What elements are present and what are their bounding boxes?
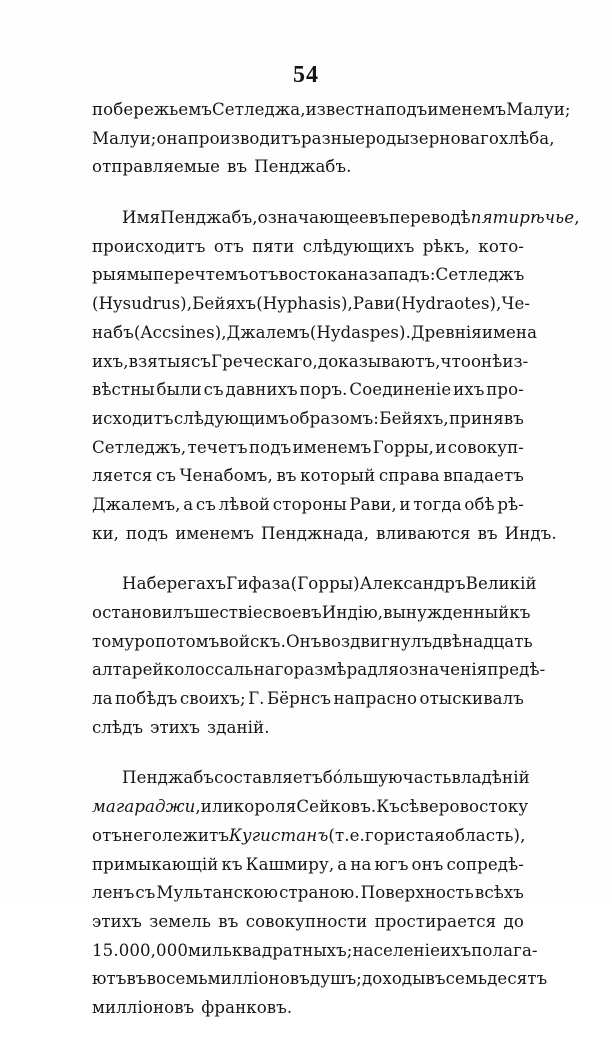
word: перечтемъ [152,265,249,285]
word: земель [149,911,212,931]
word: побережьемъ [92,100,212,119]
word: совокуп- [447,437,524,457]
word: Соединеніе [349,380,452,400]
word: означающее [257,208,369,228]
word: милліоновъ [92,997,195,1017]
word: отъ [92,825,123,845]
word: На [122,574,147,594]
word: вливаются [376,523,471,543]
word: Поверхность [360,883,474,903]
word: именемъ [175,523,255,543]
word: сопредѣ- [446,854,524,874]
word: рѣкъ, [422,236,471,256]
word: отъ [213,236,244,256]
text-line [92,290,531,319]
word: Мультанскою [156,883,279,903]
word: 15.000,000 [92,940,189,960]
word: ихъ, [92,351,129,371]
word: переводѣ [389,208,471,228]
text-line [92,348,529,377]
word: ропотомъ [134,631,220,651]
word: напрасно [333,689,418,709]
word: на [347,265,369,285]
word: этихъ [150,717,201,737]
word: Сейковъ. [296,797,377,817]
text-line [92,261,524,290]
word: Индъ. [504,523,557,543]
word: е. [349,825,365,845]
word: имена [481,322,538,342]
word: и [435,437,447,457]
word: область), [444,825,526,845]
word: (Hydaspes). [309,322,412,342]
word: Че- [501,294,531,314]
word: обѣ [464,494,495,514]
word: она [156,128,188,148]
word: Рави, [349,494,397,514]
word: означенія [398,660,488,680]
word: Александръ [359,574,466,594]
word: про- [486,380,524,400]
word: всѣхъ [474,883,524,903]
word: Бейяхъ [192,294,257,314]
word: отыскивалъ [419,689,524,709]
word: съ [155,466,177,486]
word: полага- [471,940,538,960]
word: Рави [352,294,395,314]
text-line [92,764,530,793]
word: франковъ. [201,997,293,1017]
word: Ченабомъ, [179,466,273,486]
word: лежитъ [162,825,230,845]
word: населеніе [352,940,440,960]
word: Бёрнсъ [266,689,332,709]
word: онъ [411,854,444,874]
word: колоссальнаго [163,660,294,680]
text-line [92,204,580,233]
word: а [183,494,194,514]
word: Гифаза [226,574,291,594]
word: двѣнадцать [432,631,533,651]
word: Пенджабъ [122,768,215,788]
word: побѣдъ [115,689,178,709]
text-line [92,125,555,154]
word: шествіе [193,603,263,622]
word: производитъ [187,128,301,148]
word: слѣдъ [92,717,144,737]
word: въ [126,969,147,989]
text-line [92,434,524,463]
word: (Hysudrus), [92,294,193,314]
word: происходитъ [92,236,206,256]
word: свое [262,603,302,622]
word: поръ. [299,380,348,400]
word: простирается [374,911,497,931]
word: бо́льшую [322,768,403,788]
word: подъ [385,100,428,119]
text-line [92,599,531,628]
text-line [92,994,524,1023]
word: Великій [465,574,537,594]
word: къ [509,603,531,622]
word: (Hyphasis), [256,294,353,314]
word: въ [477,523,498,543]
word: образомъ: [289,408,379,428]
word: сѣверовостоку [399,797,529,817]
word: остановилъ [92,603,194,622]
body-text [92,96,580,1045]
word: часть [402,768,452,788]
word: Малуи; [506,100,571,119]
word: восемь [146,969,208,989]
word: течетъ [187,437,248,457]
word: Индію, [321,603,384,622]
word: что [440,351,471,371]
word: въ [276,466,297,486]
word: Сетледжъ [435,265,525,285]
word: примыкающій [92,854,219,874]
word: владѣній [451,768,530,788]
word: размѣра [293,660,368,680]
word: югъ [374,854,409,874]
text-line [92,462,524,491]
word: въ [301,603,322,622]
word: въ [425,969,446,989]
word: хлѣба, [499,128,555,148]
word: воздвигнулъ [321,631,433,651]
word: зерноваго [409,128,500,148]
word: подъ [125,523,169,543]
word: именемъ [427,100,507,119]
word: Сетледжа, [212,100,306,119]
word: магараджи, [92,797,201,817]
word: Джалемъ, [92,494,181,514]
word: мы [126,265,153,285]
word: Древнія [411,322,482,342]
word: Имя [122,208,161,228]
text-line [92,851,524,880]
word: востока [278,265,348,285]
word: съ [135,883,156,903]
word: алтарей [92,660,164,680]
word: въ [368,208,390,228]
word: на [350,854,372,874]
text-line [92,153,524,182]
text-line [92,491,524,520]
word: квадратныхъ; [231,940,353,960]
word: предѣ- [487,660,546,680]
word: лѣвой [218,494,271,514]
word: съ [203,380,224,400]
word: Онъ [285,631,322,651]
word: Малуи; [92,128,157,148]
word: Джалемъ [226,322,310,342]
text-line [92,628,533,657]
word: него [122,825,162,845]
text-line [92,793,529,822]
word: слѣдующимъ [173,408,290,428]
word: до [503,911,524,931]
word: вынужденный [383,603,510,622]
word: Бейяхъ, [379,408,449,428]
word: миль [188,940,232,960]
word: рѣ- [497,494,524,514]
paragraph [92,764,548,1022]
word: из- [502,351,529,371]
word: и [399,494,411,514]
word: (Горры) [290,574,360,594]
word: ки, [92,523,120,543]
word: Г. [248,689,265,709]
word: къ [221,854,243,874]
word: (т. [328,825,350,845]
word: были [156,380,202,400]
text-line [92,937,538,966]
text-line [92,319,538,348]
text-line [92,405,524,434]
word: тогда [413,494,462,514]
word: гористая [364,825,445,845]
word: пятирѣчье, [470,208,580,228]
word: короля [233,797,297,817]
word: душъ; [309,969,362,989]
word: (Hydraotes), [394,294,502,314]
word: совокупности [245,911,368,931]
word: вѣстны [92,380,155,400]
text-line [92,376,524,405]
text-line [92,714,524,743]
word: набъ [92,322,134,342]
paragraph [92,96,571,182]
word: ютъ [92,969,127,989]
word: подъ [249,437,292,457]
word: принявъ [449,408,524,428]
word: впадаетъ [443,466,524,486]
text-line [92,233,524,262]
word: семьдесятъ [445,969,548,989]
word: отъ [248,265,279,285]
word: рыя [92,265,127,285]
word: для [367,660,399,680]
word: въ [218,911,239,931]
word: кото- [478,236,524,256]
word: ихъ [453,380,485,400]
text-line [92,96,571,125]
word: стороны [272,494,347,514]
page-number: 54 [293,62,319,88]
word: составляетъ [214,768,323,788]
word: милліоновъ [207,969,310,989]
word: съ [190,351,212,371]
paragraph [92,570,546,742]
word: или [200,797,234,817]
text-line [92,570,537,599]
word: Кугистанъ [229,825,329,845]
word: этихъ [92,911,142,931]
word: западъ: [368,265,436,285]
word: разные [300,128,366,148]
word: исходитъ [92,408,174,428]
word: Горры, [372,437,434,457]
word: войскъ. [219,631,286,651]
text-line [92,965,548,994]
text-line [92,908,524,937]
word: пяти [252,236,295,256]
text-line [92,520,557,549]
text-line [92,685,524,714]
word: Пенджабъ. [254,157,352,177]
word: (Accsines), [133,322,227,342]
word: именемъ [292,437,372,457]
word: взятыя [128,351,191,371]
paragraph [92,204,580,548]
word: съ [195,494,216,514]
word: давнихъ [225,380,298,400]
word: Кашмиру, [245,854,335,874]
word: Пенджнада, [261,523,370,543]
text-line [92,879,524,908]
word: ленъ [92,883,135,903]
word: въ [227,157,248,177]
word: а [337,854,348,874]
word: роды [365,128,410,148]
text-line [92,656,546,685]
word: справа [378,466,440,486]
word: тому [92,631,135,651]
word: берегахъ [146,574,227,594]
word: известна [305,100,386,119]
word: Сетледжъ, [92,437,187,457]
word: который [300,466,376,486]
word: страною. [279,883,360,903]
text-line [92,822,524,851]
word: ла [92,689,113,709]
word: онѣ [470,351,503,371]
word: слѣдующихъ [302,236,415,256]
word: Пенджабъ, [160,208,258,228]
word: зданій. [207,717,270,737]
word: Къ [376,797,400,817]
word: доказываютъ, [317,351,441,371]
word: своихъ; [179,689,246,709]
word: ляется [92,466,153,486]
word: доходы [361,969,426,989]
word: Греческаго, [211,351,318,371]
word: ихъ [439,940,472,960]
word: отправляемые [92,157,221,177]
